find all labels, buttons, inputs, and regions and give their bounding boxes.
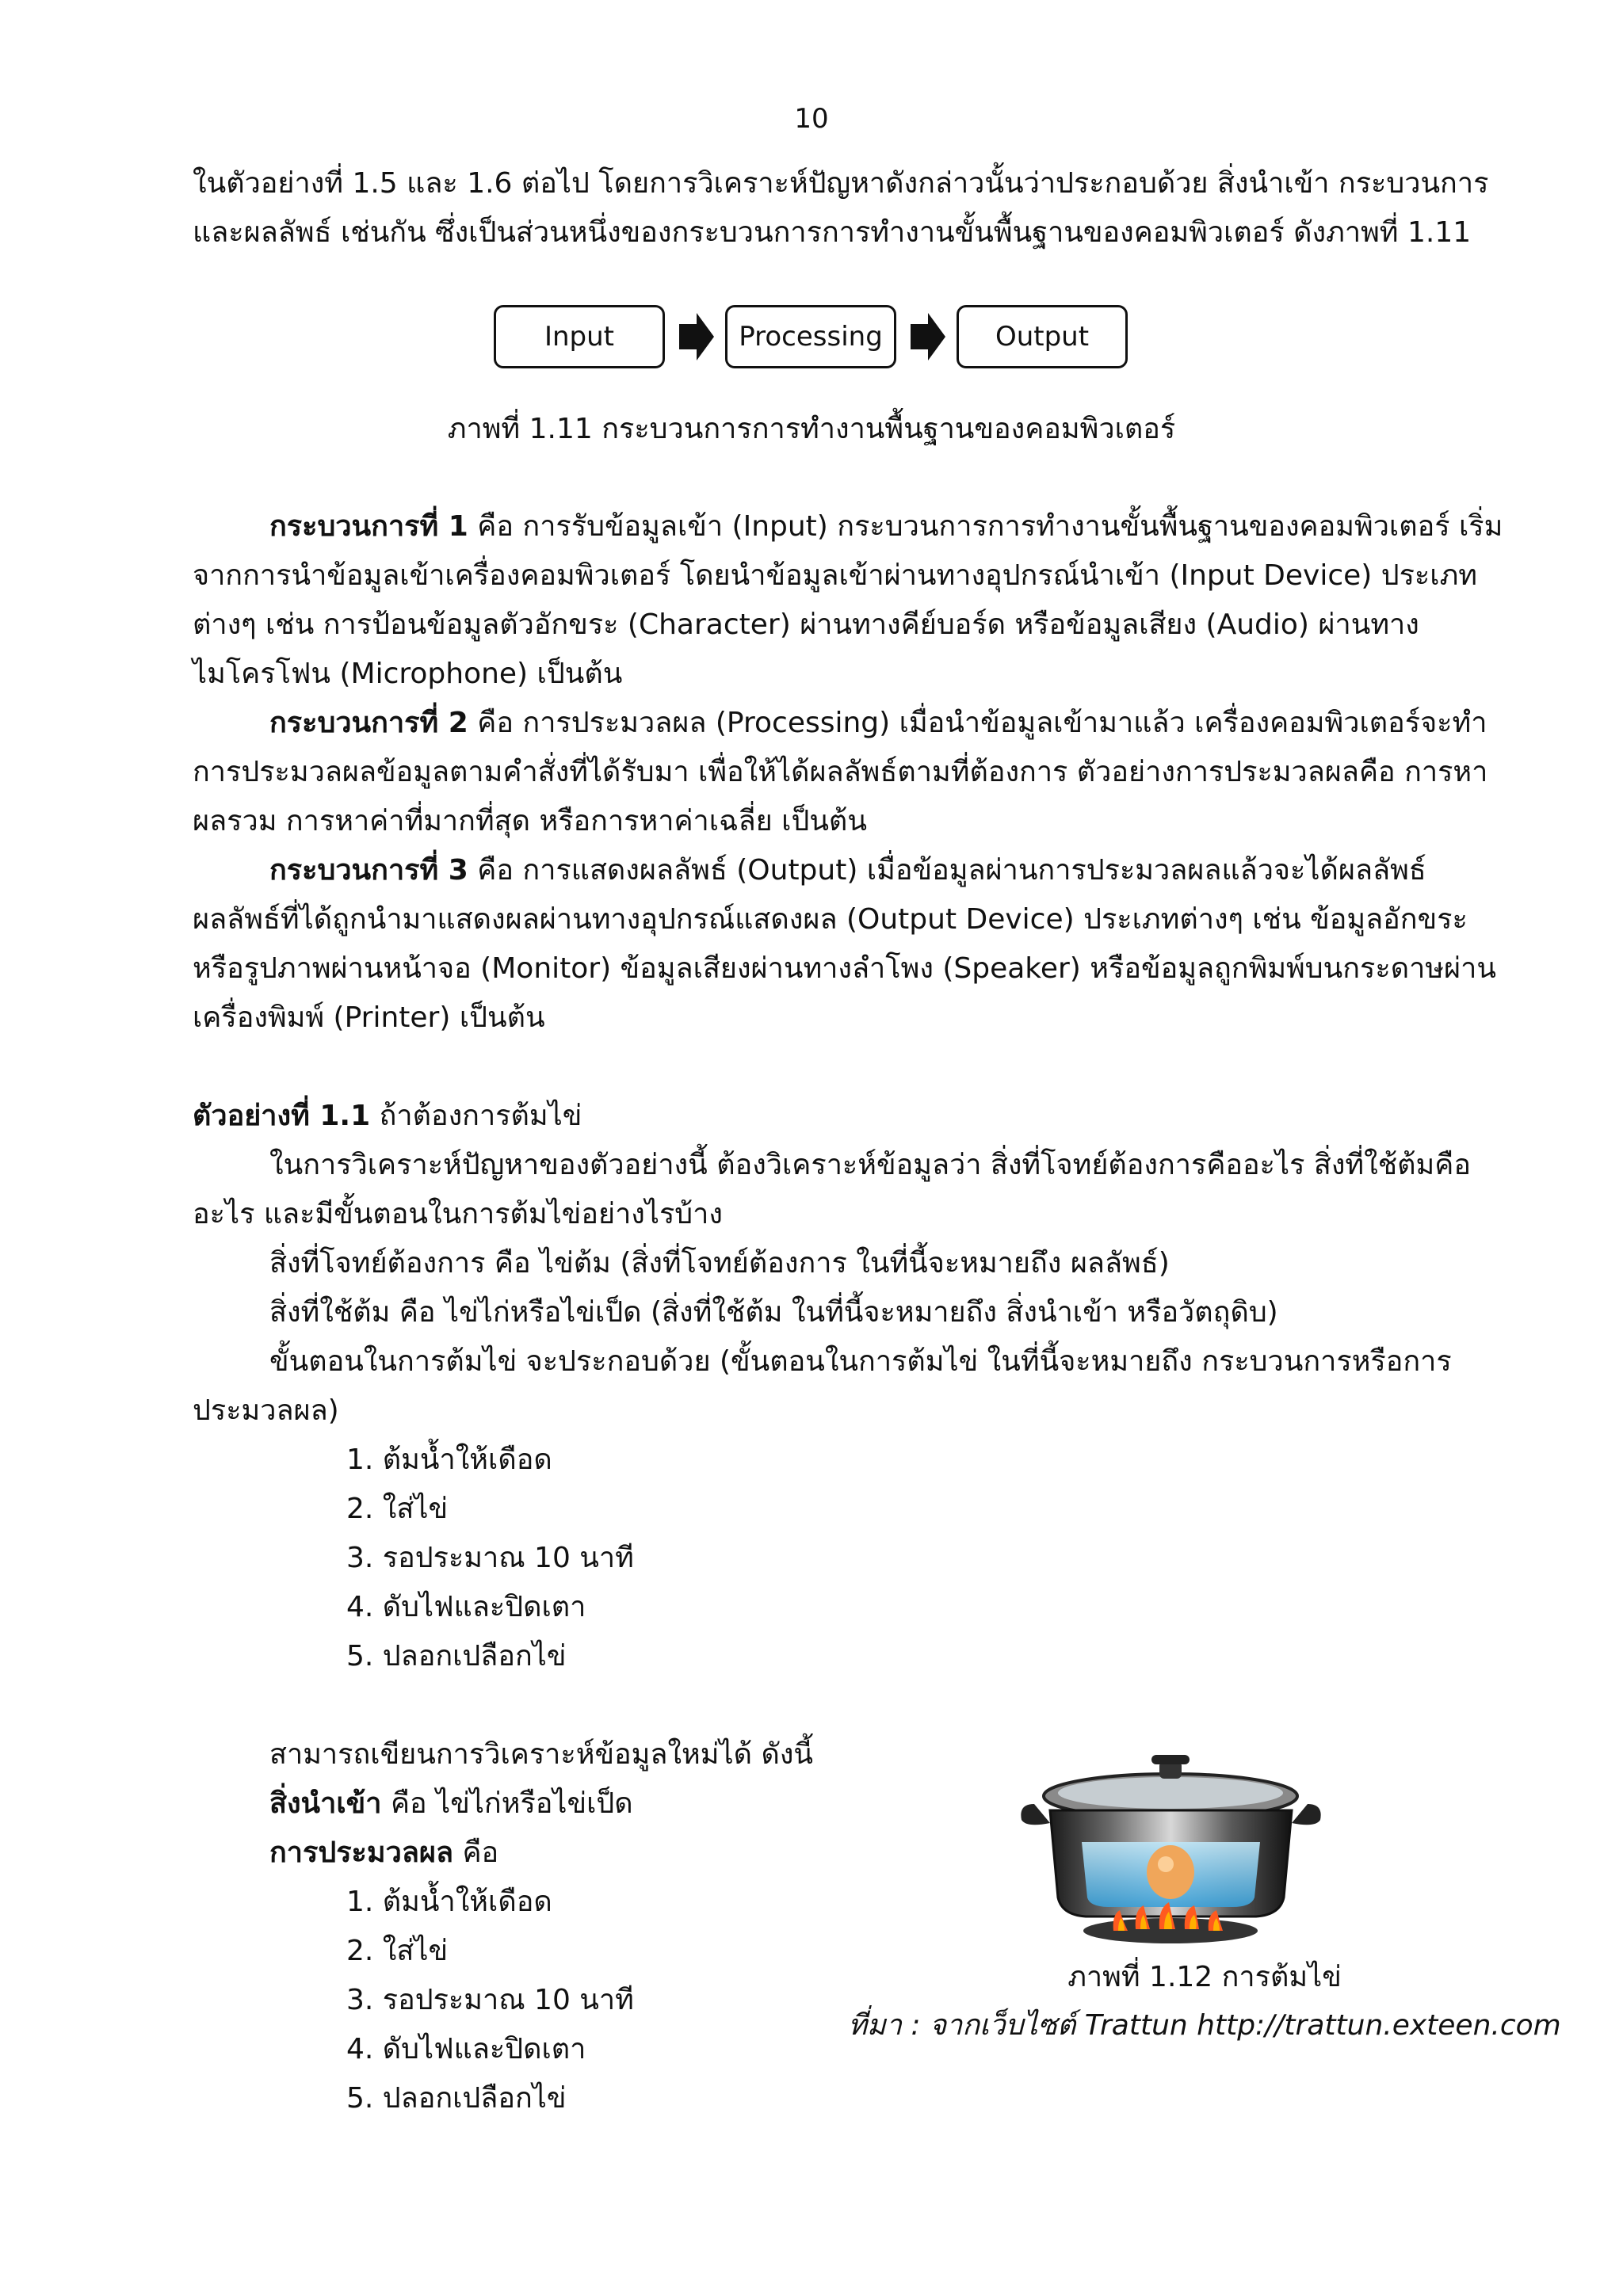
example-step-3: 3. รอประมาณ 10 นาที: [346, 1542, 634, 1574]
example-step-2: 2. ใส่ไข่: [346, 1493, 449, 1525]
process-3-line-3: หรือรูปภาพผ่านหน้าจอ (Monitor) ข้อมูลเสียงผ่านทางลำโพง (Speaker) หรือข้อมูลถูกพิมพ์บนกระดาษผ่าน: [193, 952, 1496, 985]
rewrite-input-label: สิ่งนำเข้า: [269, 1787, 382, 1820]
rewrite-input-line: [269, 1787, 633, 1821]
flow-output-box: Output: [957, 305, 1128, 368]
figure-1-11-caption: ภาพที่ 1.11 กระบวนการการทำงานพื้นฐานของคอมพิวเตอร์: [447, 413, 1176, 445]
rewrite-step-5: 5. ปลอกเปลือกไข่: [346, 2082, 567, 2115]
process-1-label: กระบวนการที่ 1: [269, 510, 468, 543]
rewrite-step-3: 3. รอประมาณ 10 นาที: [346, 1984, 634, 2016]
example-title: ถ้าต้องการต้มไข่: [370, 1100, 582, 1132]
rewrite-step-2: 2. ใส่ไข่: [346, 1935, 449, 1967]
example-p1-line-2: อะไร และมีขั้นตอนในการต้มไข่อย่างไรบ้าง: [193, 1198, 723, 1230]
example-label: ตัวอย่างที่ 1.1: [193, 1100, 371, 1132]
process-1-line-4: ไมโครโฟน (Microphone) เป็นต้น: [193, 658, 623, 690]
example-p1-line-1: ในการวิเคราะห์ปัญหาของตัวอย่างนี้ ต้องวิเคราะห์ข้อมูลว่า สิ่งที่โจทย์ต้องการคืออะไร สิ่งที่ใช้ต้มคือ: [269, 1149, 1471, 1181]
rewrite-step-4: 4. ดับไฟและปิดเตา: [346, 2033, 586, 2065]
process-3-line-1: [269, 853, 1426, 887]
example-step-5: 5. ปลอกเปลือกไข่: [346, 1640, 567, 1672]
process-2-line-3: ผลรวม การหาค่าที่มากที่สุด หรือการหาค่าเฉลี่ย เป็นต้น: [193, 805, 867, 837]
figure-1-12-source: ที่มา : จากเว็บไซต์ Trattun http://trattun.exteen.com: [848, 2009, 1561, 2042]
example-p2: สิ่งที่โจทย์ต้องการ คือ ไข่ต้ม (สิ่งที่โจทย์ต้องการ ในที่นี้จะหมายถึง ผลลัพธ์): [269, 1247, 1170, 1280]
arrow-right-icon: [911, 313, 945, 360]
rewrite-process-text: คือ: [453, 1836, 499, 1869]
flow-processing-box: Processing: [725, 305, 896, 368]
rewrite-intro: สามารถเขียนการวิเคราะห์ข้อมูลใหม่ได้ ดังนี้: [269, 1738, 814, 1771]
intro-line-1: ในตัวอย่างที่ 1.5 และ 1.6 ต่อไป โดยการวิเคราะห์ปัญหาดังกล่าวนั้นว่าประกอบด้วย สิ่งนำเข้า กระบวนการ: [193, 167, 1489, 200]
boiling-pot-illustration: [1018, 1747, 1323, 1953]
process-2-line-2: การประมวลผลข้อมูลตามคำสั่งที่ได้รับมา เพื่อให้ได้ผลลัพธ์ตามที่ต้องการ ตัวอย่างการประมวลผลคือ การหา: [193, 756, 1488, 788]
process-3-text: คือ การแสดงผลลัพธ์ (Output) เมื่อข้อมูลผ่านการประมวลผลแล้วจะได้ผลลัพธ์: [468, 854, 1426, 887]
process-1-line-3: ต่างๆ เช่น การป้อนข้อมูลตัวอักขระ (Character) ผ่านทางคีย์บอร์ด หรือข้อมูลเสียง (Audio) ผ่านทาง: [193, 608, 1419, 641]
example-step-1: 1. ต้มน้ำให้เดือด: [346, 1444, 552, 1476]
intro-line-2: และผลลัพธ์ เช่นกัน ซึ่งเป็นส่วนหนึ่งของกระบวนการการทำงานขั้นพื้นฐานของคอมพิวเตอร์ ดังภาพที่ 1.11: [193, 216, 1472, 249]
flow-input-box: Input: [494, 305, 665, 368]
process-2-label: กระบวนการที่ 2: [269, 707, 468, 739]
process-2-text: คือ การประมวลผล (Processing) เมื่อนำข้อมูลเข้ามาแล้ว เครื่องคอมพิวเตอร์จะทำ: [468, 707, 1487, 739]
example-p4-line-1: ขั้นตอนในการต้มไข่ จะประกอบด้วย (ขั้นตอนในการต้มไข่ ในที่นี้จะหมายถึง กระบวนการหรือการ: [269, 1345, 1452, 1378]
example-step-4: 4. ดับไฟและปิดเตา: [346, 1591, 586, 1623]
figure-1-12-caption: ภาพที่ 1.12 การต้มไข่: [1067, 1961, 1342, 1993]
page-number: 10: [794, 103, 829, 135]
rewrite-process-label: การประมวลผล: [269, 1836, 454, 1869]
process-1-line-2: จากการนำข้อมูลเข้าเครื่องคอมพิวเตอร์ โดยนำข้อมูลเข้าผ่านทางอุปกรณ์นำเข้า (Input Device) ประเภท: [193, 559, 1478, 592]
process-1-line-1: [269, 509, 1503, 543]
example-p3: สิ่งที่ใช้ต้ม คือ ไข่ไก่หรือไข่เป็ด (สิ่งที่ใช้ต้ม ในที่นี้จะหมายถึง สิ่งนำเข้า หรือวัตถุดิบ): [269, 1296, 1278, 1329]
example-p4-line-2: ประมวลผล): [193, 1394, 339, 1427]
process-1-text: คือ การรับข้อมูลเข้า (Input) กระบวนการการทำงานขั้นพื้นฐานของคอมพิวเตอร์ เริ่ม: [468, 510, 1503, 543]
example-heading: [193, 1099, 582, 1133]
process-3-line-4: เครื่องพิมพ์ (Printer) เป็นต้น: [193, 1001, 545, 1034]
process-2-line-1: [269, 706, 1487, 740]
rewrite-step-1: 1. ต้มน้ำให้เดือด: [346, 1886, 552, 1918]
rewrite-input-text: คือ ไข่ไก่หรือไข่เป็ด: [381, 1787, 633, 1820]
rewrite-process-line: [269, 1836, 498, 1870]
process-3-label: กระบวนการที่ 3: [269, 854, 468, 887]
process-3-line-2: ผลลัพธ์ที่ได้ถูกนำมาแสดงผลผ่านทางอุปกรณ์แสดงผล (Output Device) ประเภทต่างๆ เช่น ข้อมูลอักขระ: [193, 903, 1468, 936]
arrow-right-icon: [679, 313, 714, 360]
